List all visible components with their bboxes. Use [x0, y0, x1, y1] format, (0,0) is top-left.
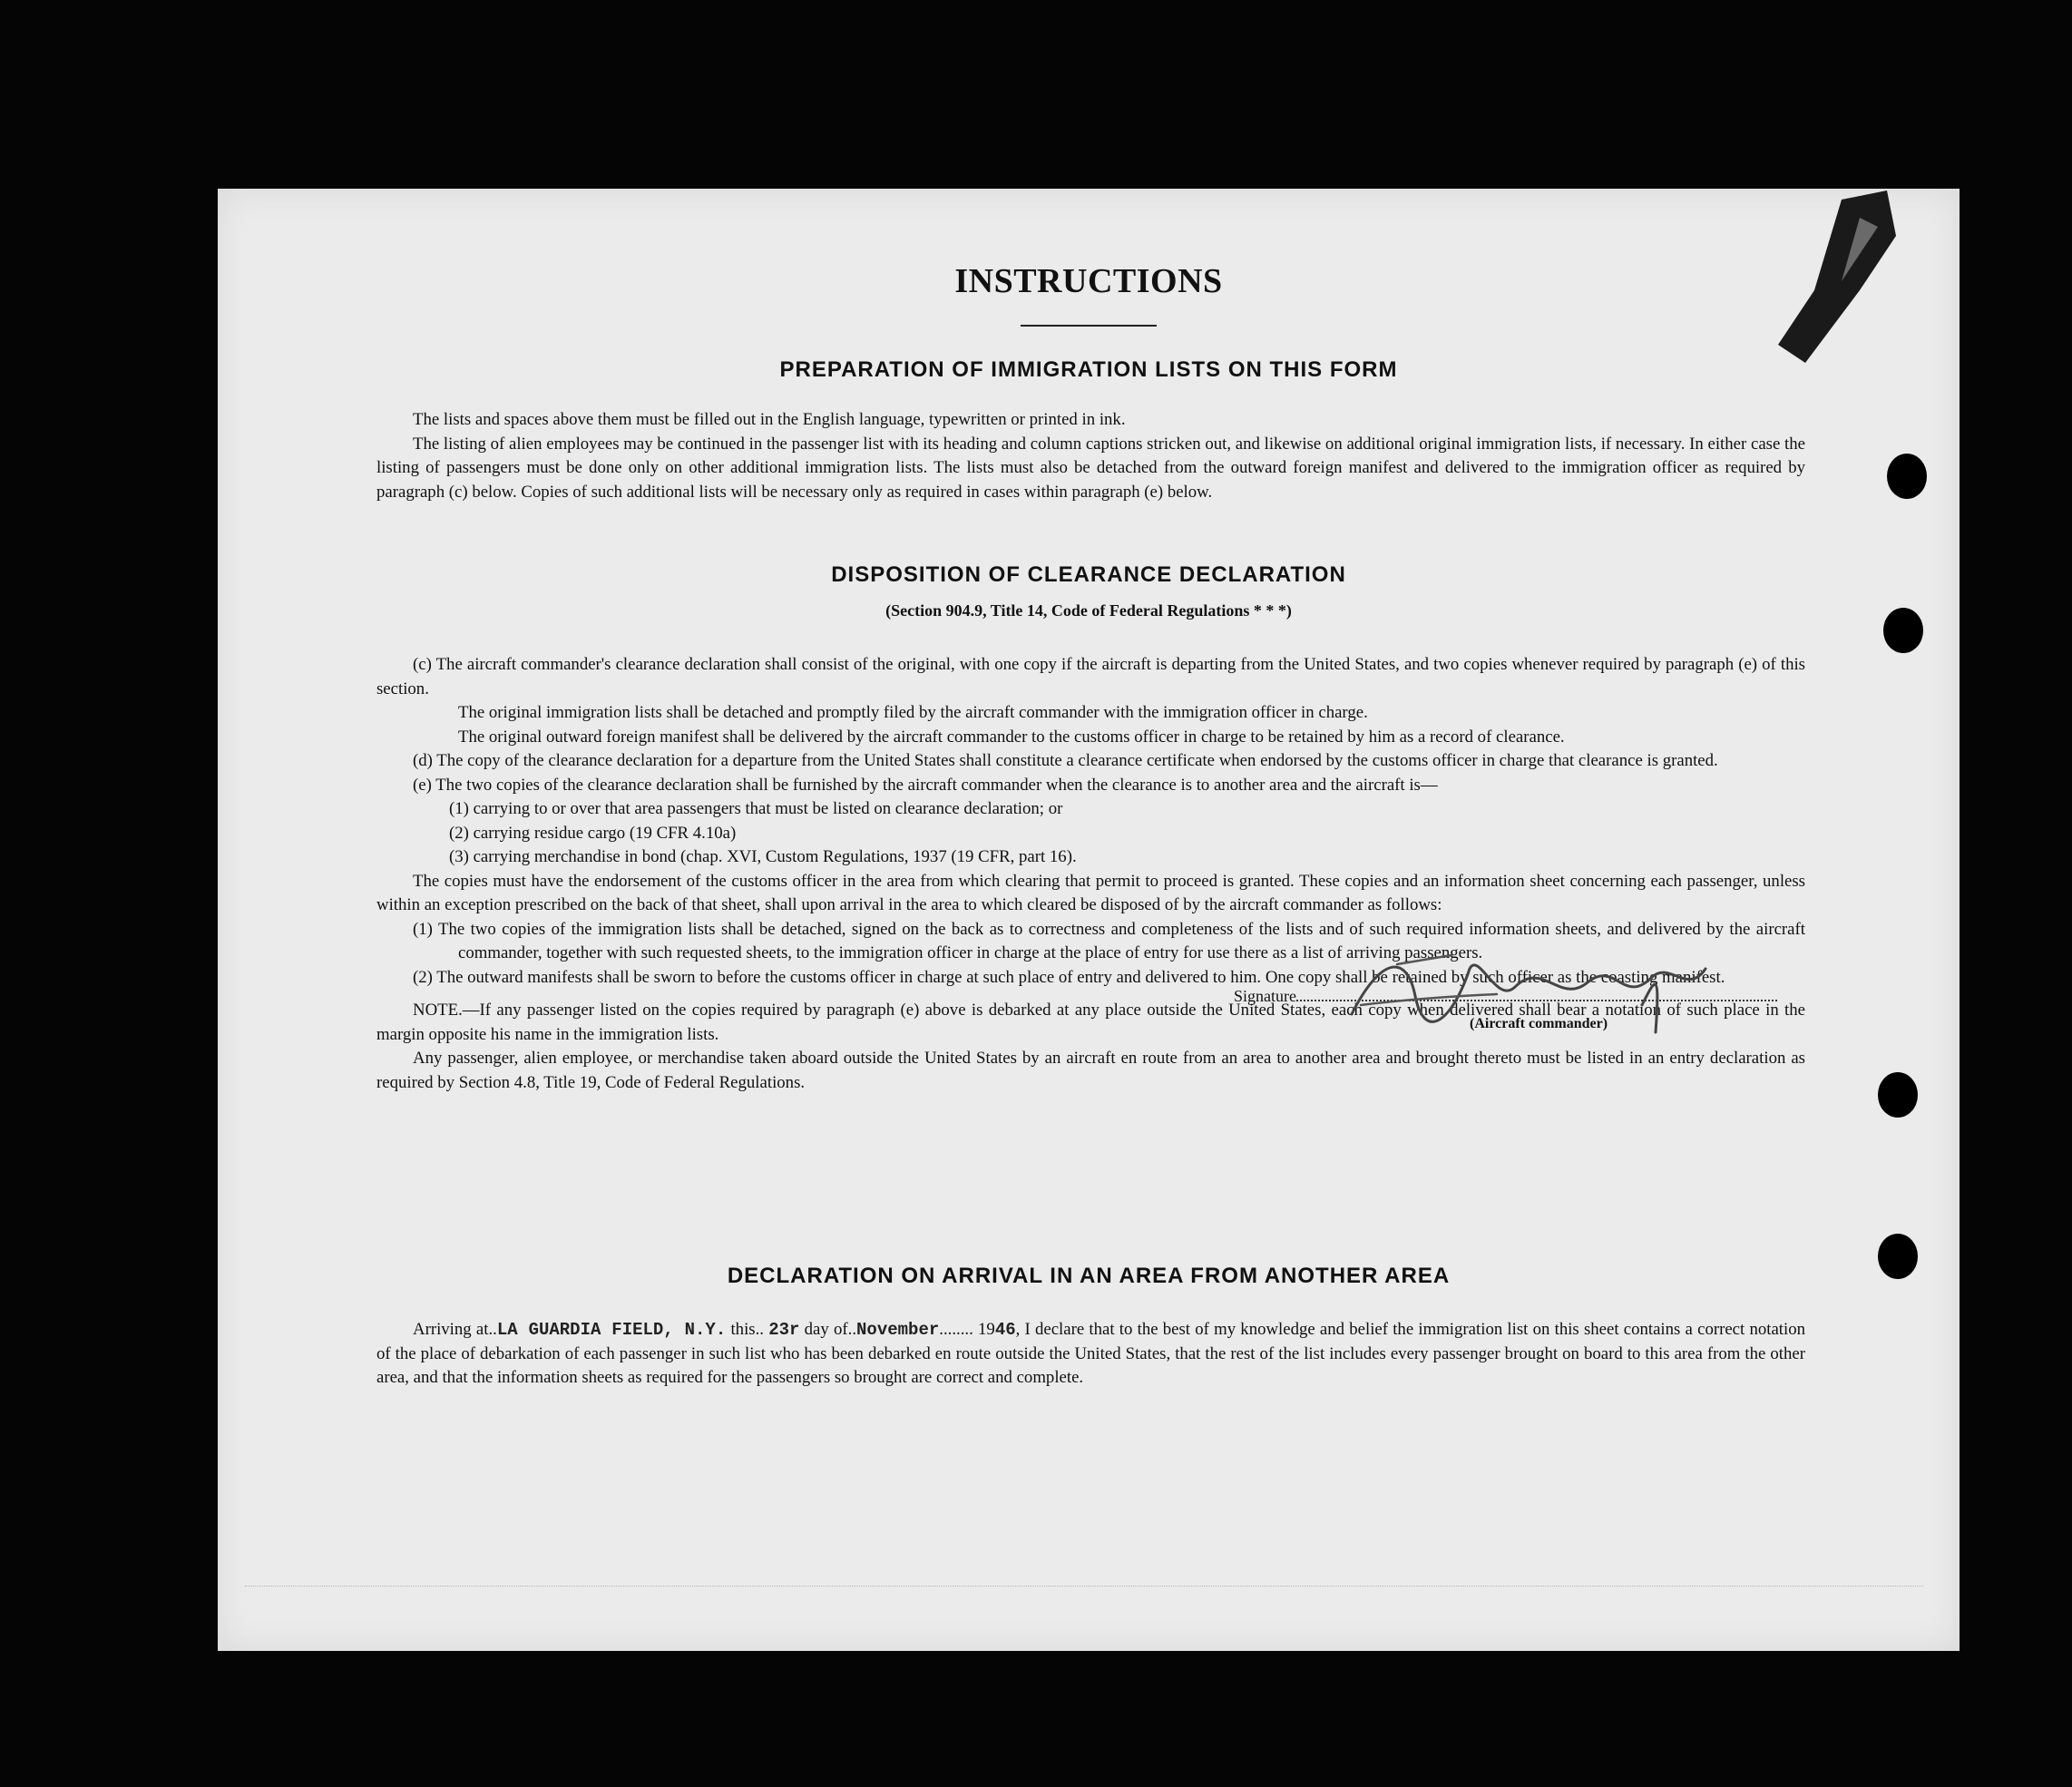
declaration-paragraph: Arriving at..LA GUARDIA FIELD, N.Y. this.. 23r day of..November........ 1946, I declare that to the best of my knowledge and belief the immigration list on this sheet contains a correct notation of the place of debarkation of each passenger in such list who has been debarked en route outside the United States, that the rest of the list includes every passenger brought on board to this area from the other area, and that the information sheets as required for the passengers so brought are correct and complete.	[376, 1320, 1805, 1387]
section-heading-declaration: DECLARATION ON ARRIVAL IN AN AREA FROM ANOTHER AREA	[727, 1264, 1451, 1288]
paragraph-d: (d) The copy of the clearance declaration for a departure from the United States shall constitute a clearance certificate when endorsed by the customs officer in charge that clearance is granted.	[413, 751, 1718, 770]
declaration-body	[376, 1318, 1805, 1391]
paragraph-note: NOTE.—If any passenger listed on the copies required by paragraph (e) above is debarked at any place outside the United States, each copy when delivered shall bear a notation of such place in the margin opposite his name in the immigration lists.	[376, 1001, 1805, 1044]
punch-hole	[1887, 454, 1927, 499]
bleed-through-rule	[245, 1586, 1923, 1587]
section-subheading-cfr: (Section 904.9, Title 14, Code of Federal Regulations * * *)	[885, 601, 1292, 620]
declaration-text: , I declare that to the best of my knowledge and belief the immigration list on this sheet contains a correct notation of the place of debarkation of each passenger in such list who has been debarked en route outside the United States, that the rest of the list includes every passenger brought on board to this area from the other area, and that the information sheets as required for the passengers so brought are correct and complete.	[376, 1320, 1805, 1387]
signature-caption: (Aircraft commander)	[1470, 1016, 1608, 1031]
day-of-label: day of	[804, 1320, 848, 1339]
paragraph-e1: (1) carrying to or over that area passengers that must be listed on clearance declaration; or	[449, 799, 1063, 818]
title-rule	[1021, 325, 1157, 327]
arrival-place: LA GUARDIA FIELD, N.Y.	[496, 1320, 727, 1340]
punch-hole	[1878, 1072, 1918, 1118]
paragraph-e3: (3) carrying merchandise in bond (chap. XVI, Custom Regulations, 1937 (19 CFR, part 16).	[449, 847, 1077, 866]
paragraph-any: Any passenger, alien employee, or merchandise taken aboard outside the United States by an aircraft en route from an area to another area and brought thereto must be listed in an entry declaration as required by Section 4.8, Title 19, Code of Federal Regulations.	[376, 1049, 1805, 1092]
section-heading-disposition: DISPOSITION OF CLEARANCE DECLARATION	[831, 562, 1346, 587]
section-heading-preparation: PREPARATION OF IMMIGRATION LISTS ON THIS FORM	[779, 357, 1398, 382]
section-preparation-body	[376, 408, 1805, 504]
torn-corner-mark	[1751, 181, 1914, 390]
paragraph: The lists and spaces above them must be filled out in the English language, typewritten or printed in ink.	[413, 410, 1126, 429]
paragraph-copies: The copies must have the endorsement of the customs officer in the area from which clearing that permit to proceed is granted. These copies and an information sheet concerning each passenger, unless within an exception prescribed on the back of that sheet, shall upon arrival in the area to which cleared be disposed of by the aircraft commander as follows:	[376, 871, 1805, 914]
punch-hole	[1883, 608, 1923, 653]
paragraph: The listing of alien employees may be continued in the passenger list with its heading and column captions stricken out, and likewise on additional original immigration lists, if necessary. In either case the listing of passengers must be done only on other additional immigration lists. The lists must also be detached from the outward foreign manifest and delivered to the immigration officer as required by paragraph (c) below. Copies of such additional lists will be necessary only as required in cases within paragraph (e) below.	[376, 434, 1805, 502]
paragraph-c: (c) The aircraft commander's clearance declaration shall consist of the original, with one copy if the aircraft is departing from the United States, and two copies whenever required by paragraph (e) of this section.	[376, 655, 1805, 698]
year-prefix: 19	[978, 1320, 995, 1339]
paragraph-f1: (1) The two copies of the immigration lists shall be detached, signed on the back as to correctness and completeness of the lists and of such required information sheets, and delivered by the aircraft commander, together with such requested sheets, to the immigration officer in charge at the place of entry for use there as a list of arriving passengers.	[413, 919, 1805, 962]
arriving-label: Arriving at	[413, 1320, 489, 1339]
paragraph-c1: The original immigration lists shall be detached and promptly filed by the aircraft commander with the immigration officer in charge.	[458, 703, 1368, 722]
punch-hole	[1878, 1234, 1918, 1279]
document-page	[218, 189, 1960, 1651]
document-title: INSTRUCTIONS	[954, 262, 1223, 300]
signature-label: Signature	[1234, 987, 1296, 1005]
arrival-day: 23r	[768, 1320, 800, 1340]
this-label: this	[730, 1320, 756, 1339]
arrival-month: November	[856, 1320, 940, 1340]
paragraph-f2: (2) The outward manifests shall be sworn to before the customs officer in charge at such place of entry and delivered to him. One copy shall be retained by such officer as the coasting manifest.	[413, 967, 1725, 987]
arrival-year: 46	[994, 1320, 1016, 1340]
paragraph-e: (e) The two copies of the clearance declaration shall be furnished by the aircraft commander when the clearance is to another area and the aircraft is—	[413, 775, 1438, 795]
paragraph-c2: The original outward foreign manifest shall be delivered by the aircraft commander to the customs officer in charge to be retained by him as a record of clearance.	[458, 727, 1565, 747]
paragraph-e2: (2) carrying residue cargo (19 CFR 4.10a)	[449, 823, 737, 843]
